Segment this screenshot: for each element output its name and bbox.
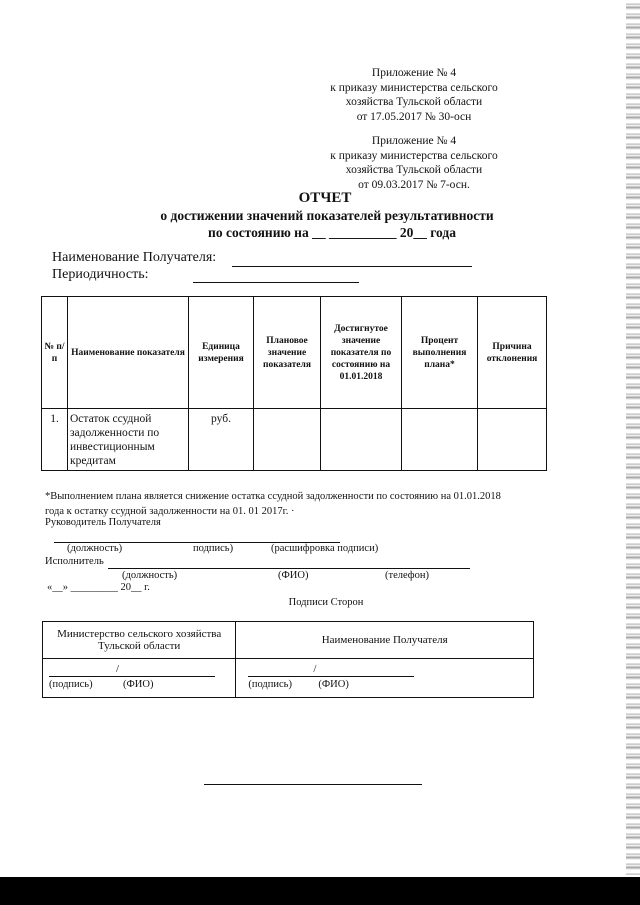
recipient-line bbox=[232, 266, 472, 267]
executor-line bbox=[108, 568, 470, 569]
annex-1-line-3: хозяйства Тульской области bbox=[345, 96, 483, 108]
header-number: № п/п bbox=[42, 297, 68, 409]
table-row bbox=[42, 409, 547, 471]
ministry-fio-caption: (ФИО) bbox=[123, 679, 154, 690]
cell-number: 1. bbox=[42, 409, 68, 471]
scan-edge-artifact bbox=[626, 0, 640, 875]
cell-unit: руб. bbox=[189, 409, 254, 471]
ministry-title: Министерство сельского хозяйства Тульской области bbox=[43, 622, 236, 659]
annex-2-line-4: от 09.03.2017 № 7-осн. bbox=[358, 178, 470, 191]
table-header-row bbox=[42, 297, 547, 409]
header-percent: Процент выполнения плана* bbox=[402, 297, 478, 409]
annex-1-line-2: к приказу министерства сельского bbox=[330, 81, 498, 94]
head-signature-caption: подпись) bbox=[193, 543, 234, 554]
report-subtitle-2: по состоянию на __ __________ 20__ года bbox=[208, 225, 456, 240]
recipient-sign-line bbox=[248, 676, 414, 677]
annex-1-line-1: Приложение № 4 bbox=[371, 67, 457, 79]
cell-indicator: Остаток ссудной задолженности по инвестиционным кредитам bbox=[68, 409, 189, 471]
header-achieved: Достигнутое значение показателя по состоянию на 01.01.2018 bbox=[321, 297, 402, 409]
executor-label: Исполнитель bbox=[45, 556, 104, 567]
parties-signature-table bbox=[42, 621, 534, 698]
ministry-sign-cell bbox=[43, 659, 236, 698]
parties-title: Подписи Сторон bbox=[288, 597, 364, 608]
annex-2-line-1: Приложение № 4 bbox=[371, 135, 457, 147]
cell-achieved bbox=[321, 409, 402, 471]
ministry-sign-caption: (подпись) bbox=[49, 679, 93, 690]
cell-percent bbox=[402, 409, 478, 471]
cell-reason bbox=[478, 409, 547, 471]
ministry-sign-line bbox=[49, 676, 215, 677]
recipient-sign-cell bbox=[236, 659, 534, 698]
recipient-fio-caption: (ФИО) bbox=[318, 679, 349, 690]
recipient-slash: / bbox=[313, 663, 317, 675]
periodicity-label: Периодичность: bbox=[52, 267, 149, 282]
ministry-slash: / bbox=[116, 663, 120, 675]
report-table bbox=[41, 296, 547, 471]
cell-planned bbox=[254, 409, 321, 471]
annex-2-line-3: хозяйства Тульской области bbox=[345, 164, 483, 176]
annex-block-1 bbox=[300, 66, 528, 124]
footnote: *Выполнением плана является снижение остатка ссудной задолженности по состоянию на 01.01.2018 года к остатку ссудной задолженности на 01. 01 2017г. · bbox=[45, 491, 501, 517]
executor-phone-caption: (телефон) bbox=[385, 570, 429, 581]
header-unit: Единица измерения bbox=[189, 297, 254, 409]
report-title: ОТЧЕТ bbox=[298, 190, 352, 206]
annex-1-line-4: от 17.05.2017 № 30-осн bbox=[356, 110, 472, 123]
head-decoding-caption: (расшифровка подписи) bbox=[271, 543, 379, 554]
annex-2-line-2: к приказу министерства сельского bbox=[330, 149, 498, 162]
bottom-separator bbox=[204, 784, 422, 785]
parties-sign-row bbox=[43, 659, 534, 698]
scan-bottom-bar bbox=[0, 877, 640, 905]
annex-block-2 bbox=[300, 134, 528, 192]
parties-title-row bbox=[43, 622, 534, 659]
executor-fio-caption: (ФИО) bbox=[278, 570, 309, 581]
executor-position-caption: (должность) bbox=[122, 570, 178, 581]
head-position-caption: (должность) bbox=[67, 543, 123, 554]
header-indicator: Наименование показателя bbox=[68, 297, 189, 409]
report-subtitle-1: о достижении значений показателей результативности bbox=[160, 208, 494, 223]
date-line: «__» _________ 20__ г. bbox=[47, 582, 150, 593]
header-planned: Плановое значение показателя bbox=[254, 297, 321, 409]
recipient-sign-caption: (подпись) bbox=[248, 679, 292, 690]
recipient-label: Наименование Получателя: bbox=[52, 250, 217, 265]
recipient-title: Наименование Получателя bbox=[236, 622, 534, 659]
head-label: Руководитель Получателя bbox=[45, 517, 161, 528]
header-reason: Причина отклонения bbox=[478, 297, 547, 409]
periodicity-line bbox=[193, 282, 359, 283]
